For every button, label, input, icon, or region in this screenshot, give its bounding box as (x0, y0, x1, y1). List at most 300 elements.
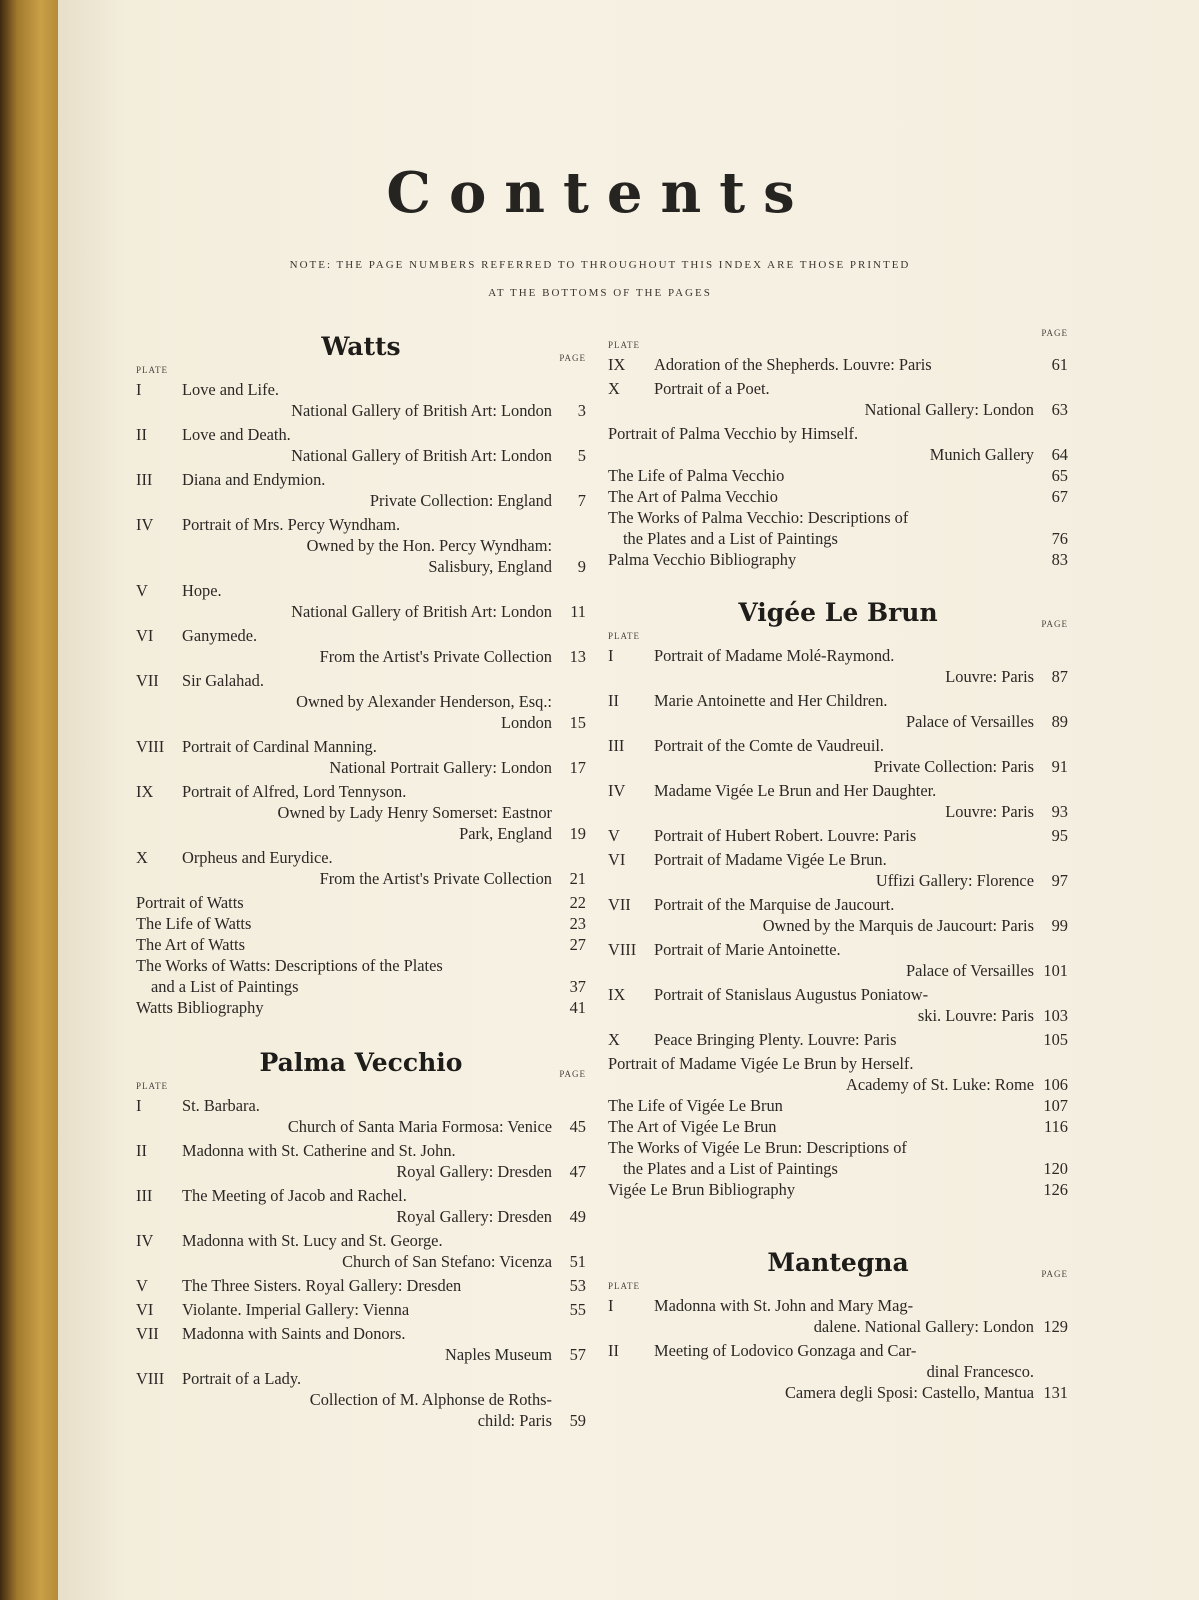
plate-entry (136, 469, 586, 514)
page-number (556, 535, 586, 556)
extra-title: and a List of Paintings (151, 977, 299, 996)
location-row (136, 556, 586, 577)
plate-row (608, 780, 1068, 801)
page-number: 64 (1051, 445, 1068, 464)
plate-number: VIII (136, 1369, 165, 1388)
spacer (136, 691, 182, 712)
page-number (1038, 1137, 1068, 1158)
plate-row (136, 625, 586, 646)
plate-row (136, 379, 586, 400)
page-number: 47 (569, 1162, 586, 1181)
plate-title: Hope. (182, 581, 222, 600)
section-title-mantegna: Mantegna (767, 1248, 909, 1277)
location-row (136, 1389, 586, 1410)
extra-row (136, 997, 586, 1018)
page-number: 22 (569, 893, 586, 912)
plate-label: PLATE (608, 340, 640, 350)
plate-row (608, 735, 1068, 756)
plate-number: II (136, 1141, 147, 1160)
plate-location: Collection of M. Alphonse de Roths- (309, 1390, 552, 1409)
plate-row (136, 1185, 586, 1206)
page-number: 9 (577, 557, 586, 576)
spacer (136, 490, 182, 511)
extra-row (136, 913, 586, 934)
plate-location: ski. Louvre: Paris (917, 1006, 1034, 1025)
plate-row (136, 670, 586, 691)
page-number (1038, 1053, 1068, 1074)
spacer (608, 1382, 654, 1403)
extra-row (608, 1074, 1068, 1095)
plate-entry (608, 939, 1068, 984)
location-row (608, 1005, 1068, 1026)
page-number: 17 (569, 758, 586, 777)
plate-number: II (608, 1341, 619, 1360)
location-row (608, 756, 1068, 777)
palma-list-continued (608, 354, 1068, 423)
plate-row (136, 1275, 586, 1296)
plate-location: Camera degli Sposi: Castello, Mantua (784, 1383, 1034, 1402)
plate-location: From the Artist's Private Collection (319, 869, 552, 888)
plate-title: Portrait of Cardinal Manning. (182, 737, 377, 756)
spacer (136, 1389, 182, 1410)
location-row (136, 868, 586, 889)
spacer (608, 711, 654, 732)
column-right (608, 328, 1068, 1406)
page-label: PAGE (559, 1069, 586, 1079)
location-row (136, 1206, 586, 1227)
plate-entry (608, 894, 1068, 939)
plate-entry (608, 354, 1068, 378)
spacer (608, 399, 654, 420)
plate-row (608, 825, 1068, 846)
spacer (136, 601, 182, 622)
plate-number: VI (136, 1300, 154, 1319)
plate-row (608, 939, 1068, 960)
book-gutter (0, 0, 58, 1600)
location-row (136, 712, 586, 733)
page-number: 61 (1051, 355, 1068, 374)
extra-title: the Plates and a List of Paintings (623, 1159, 838, 1178)
plate-number: III (608, 736, 625, 755)
page-number: 55 (569, 1300, 586, 1319)
page-number: 91 (1051, 757, 1068, 776)
plate-row (608, 1295, 1068, 1316)
plate-row (608, 984, 1068, 1005)
spacer (136, 712, 182, 733)
plate-location: dinal Francesco. (926, 1362, 1034, 1381)
plate-title: Peace Bringing Plenty. Louvre: Paris (654, 1030, 897, 1049)
spacer (608, 960, 654, 981)
plate-location: Owned by the Marquis de Jaucourt: Paris (762, 916, 1034, 935)
extra-row (136, 892, 586, 913)
column-header (136, 353, 586, 379)
plate-entry (136, 514, 586, 580)
page-number: 97 (1051, 871, 1068, 890)
mantegna-list (608, 1295, 1068, 1406)
note-line-1: NOTE: THE PAGE NUMBERS REFERRED TO THROUGHOUT THIS INDEX ARE THOSE PRINTED (289, 259, 911, 271)
plate-row (608, 894, 1068, 915)
location-row (136, 823, 586, 844)
plate-row (608, 849, 1068, 870)
plate-title: Love and Life. (182, 380, 279, 399)
extra-location: Munich Gallery (929, 445, 1034, 464)
plate-title: Madonna with Saints and Donors. (182, 1324, 406, 1343)
page-number: 93 (1051, 802, 1068, 821)
plate-number: X (136, 848, 148, 867)
plate-location: Palace of Versailles (905, 961, 1034, 980)
page-number (556, 802, 586, 823)
plate-location: Owned by the Hon. Percy Wyndham: (306, 536, 552, 555)
page-number: 103 (1043, 1006, 1068, 1025)
page-number: 27 (569, 935, 586, 954)
page-number (1038, 735, 1068, 756)
plate-entry (136, 847, 586, 892)
extra-row (608, 1137, 1068, 1158)
page-label: PAGE (1041, 1269, 1068, 1279)
extra-row (136, 934, 586, 955)
page-number (556, 781, 586, 802)
plate-row (608, 1340, 1068, 1361)
plate-title: Diana and Endymion. (182, 470, 326, 489)
plate-number: II (136, 425, 147, 444)
page-number: 131 (1043, 1383, 1068, 1402)
page-number: 57 (569, 1345, 586, 1364)
plate-number: VII (136, 1324, 159, 1343)
page-number: 23 (569, 914, 586, 933)
page-number (556, 379, 586, 400)
page-number (556, 736, 586, 757)
location-row (608, 1316, 1068, 1337)
spacer (608, 1005, 654, 1026)
extra-row (136, 955, 586, 976)
plate-number: VII (608, 895, 631, 914)
page-number (1038, 690, 1068, 711)
page-number (556, 1323, 586, 1344)
plate-location: National Portrait Gallery: London (329, 758, 552, 777)
plate-location: Salisbury, England (428, 557, 552, 576)
page-number: 67 (1051, 487, 1068, 506)
plate-row (608, 690, 1068, 711)
page-number (1038, 1361, 1068, 1382)
plate-title: Madame Vigée Le Brun and Her Daughter. (654, 781, 937, 800)
plate-location: National Gallery of British Art: London (291, 401, 552, 420)
plate-location: National Gallery of British Art: London (291, 446, 552, 465)
page-number: 116 (1044, 1117, 1068, 1136)
column-header (136, 1069, 586, 1095)
location-row (608, 1361, 1068, 1382)
page-number (1038, 1295, 1068, 1316)
plate-number: IV (136, 515, 154, 534)
plate-location: dalene. National Gallery: London (813, 1317, 1034, 1336)
extra-title: Portrait of Watts (136, 893, 244, 912)
extra-row (608, 465, 1068, 486)
extra-row (608, 507, 1068, 528)
plate-row (608, 1029, 1068, 1050)
page-number: 45 (569, 1117, 586, 1136)
watts-list (136, 379, 586, 1018)
extra-title: the Plates and a List of Paintings (623, 529, 838, 548)
plate-entry (136, 670, 586, 736)
plate-number: IX (136, 782, 154, 801)
page-number: 3 (577, 401, 586, 420)
page-number: 49 (569, 1207, 586, 1226)
page-number: 99 (1051, 916, 1068, 935)
column-header (608, 328, 1068, 354)
plate-row (136, 580, 586, 601)
page-number (1038, 507, 1068, 528)
plate-title: Madonna with St. Lucy and St. George. (182, 1231, 443, 1250)
page-number (556, 580, 586, 601)
plate-number: IV (608, 781, 626, 800)
page-label: PAGE (559, 353, 586, 363)
location-row (136, 646, 586, 667)
column-left (136, 332, 586, 1434)
page-label: PAGE (1041, 619, 1068, 629)
page-title: Contents (386, 160, 813, 226)
page-number (1038, 780, 1068, 801)
plate-title: Portrait of Marie Antoinette. (654, 940, 841, 959)
spacer (136, 1251, 182, 1272)
page-number (556, 955, 586, 976)
plate-row (608, 645, 1068, 666)
plate-location: Louvre: Paris (945, 802, 1034, 821)
plate-row (136, 781, 586, 802)
page-number (556, 469, 586, 490)
extra-title: Vigée Le Brun Bibliography (608, 1180, 796, 1199)
extra-location: Academy of St. Luke: Rome (846, 1075, 1034, 1094)
plate-number: IX (608, 985, 626, 1004)
plate-row (136, 847, 586, 868)
extra-row (608, 1158, 1068, 1179)
page-number: 120 (1043, 1159, 1068, 1178)
plate-entry (136, 1095, 586, 1140)
plate-entry (136, 1299, 586, 1323)
section-title-watts: Watts (321, 332, 401, 361)
plate-location: Royal Gallery: Dresden (396, 1207, 552, 1226)
section-title-palma: Palma Vecchio (259, 1048, 463, 1077)
plate-number: I (136, 380, 142, 399)
plate-entry (608, 984, 1068, 1029)
plate-title: Ganymede. (182, 626, 258, 645)
vigee-list (608, 645, 1068, 1200)
page-number: 13 (569, 647, 586, 666)
extra-title: The Life of Vigée Le Brun (608, 1096, 783, 1115)
plate-row (136, 1299, 586, 1320)
plate-title: The Three Sisters. Royal Gallery: Dresden (182, 1276, 462, 1295)
extra-row (136, 976, 586, 997)
extra-row (608, 549, 1068, 570)
page-number: 59 (569, 1411, 586, 1430)
plate-row (136, 1095, 586, 1116)
extra-row (608, 423, 1068, 444)
plate-location: Church of San Stefano: Vicenza (342, 1252, 552, 1271)
plate-label: PLATE (608, 1281, 640, 1291)
plate-title: Portrait of the Marquise de Jaucourt. (654, 895, 895, 914)
location-row (608, 870, 1068, 891)
plate-title: Sir Galahad. (182, 671, 264, 690)
spacer (136, 1206, 182, 1227)
extra-title: Watts Bibliography (136, 998, 264, 1017)
plate-title: Marie Antoinette and Her Children. (654, 691, 888, 710)
page-number (556, 1185, 586, 1206)
location-row (608, 801, 1068, 822)
page-number: 53 (569, 1276, 586, 1295)
palma-list (136, 1095, 586, 1434)
spacer (136, 868, 182, 889)
spacer (136, 1431, 586, 1434)
plate-entry (608, 378, 1068, 423)
plate-row (136, 469, 586, 490)
plate-entry (136, 1230, 586, 1275)
location-row (136, 490, 586, 511)
extra-row (608, 1053, 1068, 1074)
plate-title: Madonna with St. Catherine and St. John. (182, 1141, 456, 1160)
extra-row (608, 444, 1068, 465)
spacer (608, 1361, 654, 1382)
plate-number: II (608, 691, 619, 710)
extra-title: Palma Vecchio Bibliography (608, 550, 797, 569)
plate-title: Portrait of Madame Vigée Le Brun. (654, 850, 887, 869)
location-row (136, 1251, 586, 1272)
plate-title: Portrait of Mrs. Percy Wyndham. (182, 515, 401, 534)
plate-location: Owned by Alexander Henderson, Esq.: (296, 692, 552, 711)
location-row (136, 445, 586, 466)
page-number (556, 1140, 586, 1161)
spacer (136, 1344, 182, 1365)
plate-number: X (608, 1030, 620, 1049)
location-row (136, 1116, 586, 1137)
plate-entry (136, 625, 586, 670)
plate-title: Portrait of Alfred, Lord Tennyson. (182, 782, 407, 801)
page-number (556, 514, 586, 535)
plate-number: VIII (136, 737, 165, 756)
location-row (136, 757, 586, 778)
plate-number: III (136, 470, 153, 489)
location-row (608, 915, 1068, 936)
plate-row (136, 1140, 586, 1161)
plate-entry (608, 735, 1068, 780)
spacer (136, 802, 182, 823)
page-number (1038, 1340, 1068, 1361)
extra-row (608, 1116, 1068, 1137)
page-number: 37 (569, 977, 586, 996)
plate-row (136, 424, 586, 445)
plate-entry (136, 1323, 586, 1368)
extra-title: The Art of Watts (136, 935, 245, 954)
page-number (556, 847, 586, 868)
spacer (136, 556, 182, 577)
location-row (136, 400, 586, 421)
column-header (608, 1269, 1068, 1295)
page-number: 51 (569, 1252, 586, 1271)
page-number: 41 (569, 998, 586, 1017)
extra-title: The Works of Palma Vecchio: Descriptions of (608, 508, 909, 527)
location-row (136, 601, 586, 622)
page-number (1038, 645, 1068, 666)
location-row (608, 399, 1068, 420)
plate-number: V (136, 581, 148, 600)
plate-location: Private Collection: England (369, 491, 552, 510)
plate-entry (136, 736, 586, 781)
page-number: 15 (569, 713, 586, 732)
spacer (608, 756, 654, 777)
plate-title: Portrait of a Lady. (182, 1369, 302, 1388)
extra-row (608, 1095, 1068, 1116)
location-row (608, 711, 1068, 732)
plate-row (136, 1323, 586, 1344)
plate-number: VI (608, 850, 626, 869)
plate-location: Palace of Versailles (905, 712, 1034, 731)
plate-entry (608, 1340, 1068, 1406)
extra-row (608, 528, 1068, 549)
location-row (608, 666, 1068, 687)
plate-location: Owned by Lady Henry Somerset: Eastnor (277, 803, 552, 822)
plate-number: I (608, 646, 614, 665)
page-number (556, 1389, 586, 1410)
plate-number: VIII (608, 940, 637, 959)
plate-number: IV (136, 1231, 154, 1250)
plate-title: Meeting of Lodovico Gonzaga and Car- (654, 1341, 917, 1360)
page-number: 126 (1043, 1180, 1068, 1199)
plate-title: Portrait of Madame Molé-Raymond. (654, 646, 895, 665)
plate-number: V (608, 826, 620, 845)
plate-label: PLATE (136, 365, 168, 375)
plate-label: PLATE (608, 631, 640, 641)
plate-title: Violante. Imperial Gallery: Vienna (182, 1300, 410, 1319)
plate-location: National Gallery of British Art: London (291, 602, 552, 621)
location-row (136, 535, 586, 556)
page-number: 129 (1043, 1317, 1068, 1336)
plate-entry (136, 424, 586, 469)
plate-title: Portrait of the Comte de Vaudreuil. (654, 736, 885, 755)
plate-title: Adoration of the Shepherds. Louvre: Paris (654, 355, 932, 374)
plate-entry (608, 690, 1068, 735)
page-number (1038, 939, 1068, 960)
page-number: 19 (569, 824, 586, 843)
plate-title: Orpheus and Eurydice. (182, 848, 333, 867)
section-title-vigee: Vigée Le Brun (738, 598, 938, 627)
plate-number: I (608, 1296, 614, 1315)
page-number: 7 (577, 491, 586, 510)
plate-row (136, 736, 586, 757)
location-row (136, 1410, 586, 1431)
spacer (608, 801, 654, 822)
plate-location: Naples Museum (445, 1345, 552, 1364)
column-header (608, 619, 1068, 645)
plate-location: Church of Santa Maria Formosa: Venice (287, 1117, 552, 1136)
spacer (136, 757, 182, 778)
plate-entry (136, 1368, 586, 1434)
plate-row (608, 354, 1068, 375)
plate-number: IX (608, 355, 626, 374)
plate-row (136, 1230, 586, 1251)
page-number (556, 1368, 586, 1389)
page-number (1038, 378, 1068, 399)
page-number: 89 (1051, 712, 1068, 731)
plate-location: From the Artist's Private Collection (319, 647, 552, 666)
plate-entry (608, 645, 1068, 690)
page-number: 95 (1051, 826, 1068, 845)
page-number (1038, 894, 1068, 915)
extra-title: The Life of Palma Vecchio (608, 466, 785, 485)
spacer (136, 1116, 182, 1137)
page-number (556, 691, 586, 712)
plate-location: Louvre: Paris (945, 667, 1034, 686)
page-number: 107 (1043, 1096, 1068, 1115)
plate-number: III (136, 1186, 153, 1205)
plate-entry (608, 780, 1068, 825)
plate-location: Park, England (459, 824, 552, 843)
